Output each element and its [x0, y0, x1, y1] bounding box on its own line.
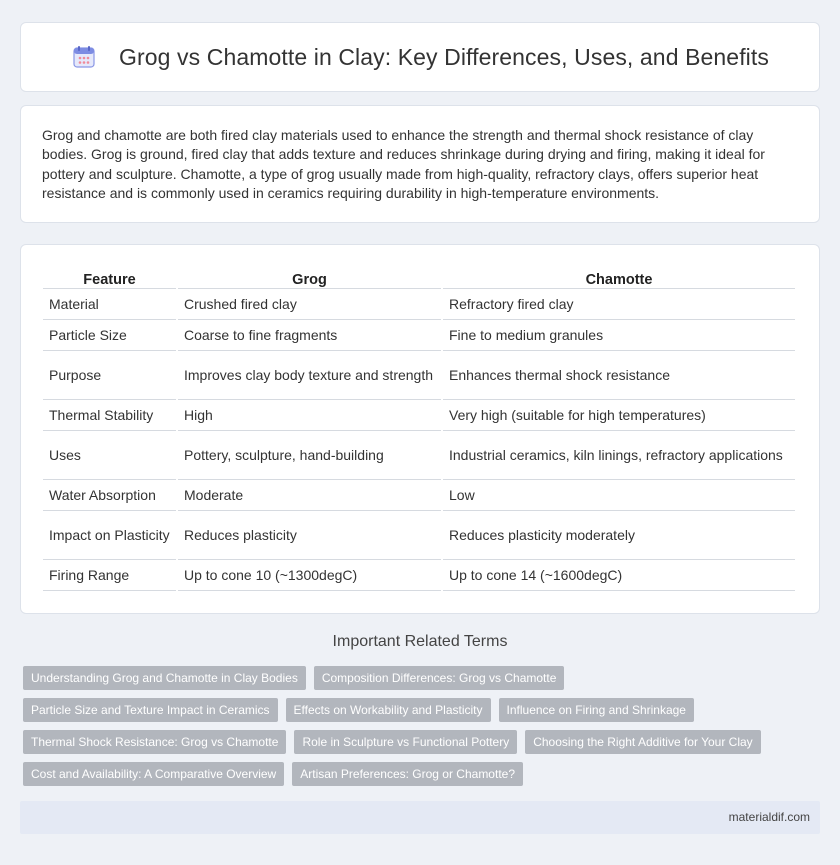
grog-cell: Reduces plasticity [178, 511, 441, 560]
table-row [43, 400, 795, 431]
chamotte-cell: Fine to medium granules [443, 320, 795, 351]
comparison-table [41, 267, 797, 591]
feature-cell: Material [43, 289, 176, 320]
grog-cell: High [178, 400, 441, 431]
feature-cell: Purpose [43, 351, 176, 400]
chamotte-cell: Industrial ceramics, kiln linings, refractory applications [443, 431, 795, 480]
feature-cell: Thermal Stability [43, 400, 176, 431]
column-header-feature: Feature [43, 267, 176, 289]
related-term-link[interactable]: Artisan Preferences: Grog or Chamotte? [292, 762, 523, 786]
column-header-grog: Grog [178, 267, 441, 289]
table-row [43, 560, 795, 591]
feature-cell: Water Absorption [43, 480, 176, 511]
feature-cell: Firing Range [43, 560, 176, 591]
title-card [20, 22, 820, 92]
tag-row [23, 666, 803, 690]
feature-cell: Particle Size [43, 320, 176, 351]
grog-cell: Coarse to fine fragments [178, 320, 441, 351]
chamotte-cell: Refractory fired clay [443, 289, 795, 320]
grog-cell: Crushed fired clay [178, 289, 441, 320]
table-row [43, 431, 795, 480]
chamotte-cell: Enhances thermal shock resistance [443, 351, 795, 400]
grog-cell: Improves clay body texture and strength [178, 351, 441, 400]
footer-site-link[interactable]: materialdif.com [728, 810, 810, 824]
page-title: Grog vs Chamotte in Clay: Key Differences, Uses, and Benefits [119, 43, 769, 70]
tag-row [23, 698, 803, 722]
related-term-link[interactable]: Composition Differences: Grog vs Chamotte [314, 666, 565, 690]
column-header-chamotte: Chamotte [443, 267, 795, 289]
table-row [43, 351, 795, 400]
chamotte-cell: Reduces plasticity moderately [443, 511, 795, 560]
related-term-link[interactable]: Effects on Workability and Plasticity [286, 698, 491, 722]
tag-row [23, 762, 803, 786]
table-row [43, 289, 795, 320]
chamotte-cell: Very high (suitable for high temperatures) [443, 400, 795, 431]
comparison-table-card [20, 244, 820, 614]
intro-card [20, 105, 820, 223]
related-terms-heading: Important Related Terms [332, 633, 508, 650]
related-term-link[interactable]: Particle Size and Texture Impact in Ceramics [23, 698, 278, 722]
table-header-row [43, 267, 795, 289]
related-term-link[interactable]: Role in Sculpture vs Functional Pottery [294, 730, 517, 754]
tag-row [23, 730, 803, 754]
related-term-link[interactable]: Understanding Grog and Chamotte in Clay Bodies [23, 666, 306, 690]
intro-paragraph: Grog and chamotte are both fired clay materials used to enhance the strength and thermal shock resistance of clay bodies. Grog is ground, fired clay that adds texture and reduces shrinkage during drying and firing, making it ideal for pottery and sculpture. Chamotte, a type of grog usually made from high-quality, refractory clays, offers superior heat resistance and is commonly used in ceramics requiring durability in high-temperature environments. [42, 127, 765, 202]
feature-cell: Impact on Plasticity [43, 511, 176, 560]
related-term-link[interactable]: Cost and Availability: A Comparative Overview [23, 762, 284, 786]
grog-cell: Pottery, sculpture, hand-building [178, 431, 441, 480]
related-term-link[interactable]: Choosing the Right Additive for Your Clay [525, 730, 760, 754]
feature-cell: Uses [43, 431, 176, 480]
footer [20, 801, 820, 834]
table-row [43, 480, 795, 511]
calendar-icon [71, 44, 97, 70]
table-row [43, 511, 795, 560]
grog-cell: Up to cone 10 (~1300degC) [178, 560, 441, 591]
grog-cell: Moderate [178, 480, 441, 511]
chamotte-cell: Low [443, 480, 795, 511]
related-term-link[interactable]: Thermal Shock Resistance: Grog vs Chamotte [23, 730, 286, 754]
table-row [43, 320, 795, 351]
chamotte-cell: Up to cone 14 (~1600degC) [443, 560, 795, 591]
related-terms-list [23, 666, 803, 794]
related-term-link[interactable]: Influence on Firing and Shrinkage [499, 698, 694, 722]
